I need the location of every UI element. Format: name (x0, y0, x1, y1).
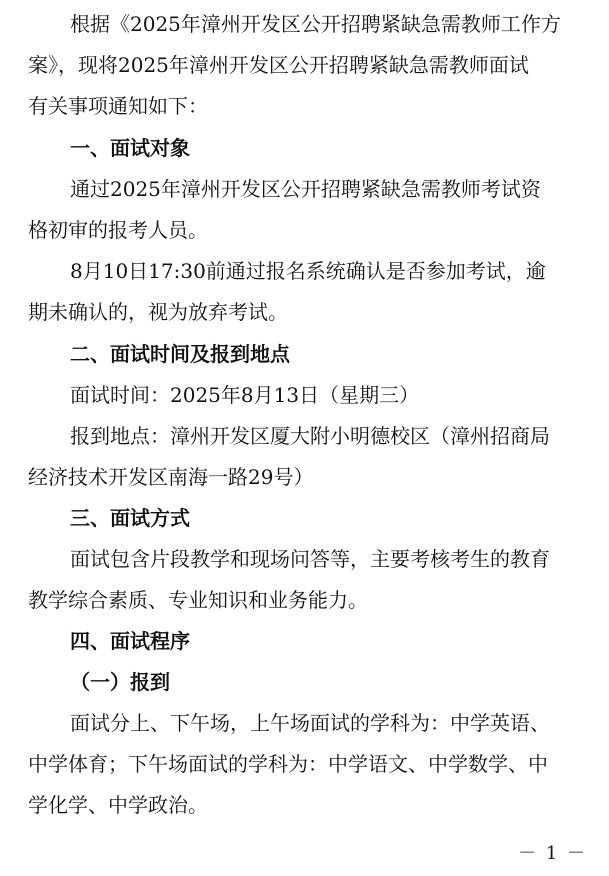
paragraph-line: 格初审的报考人员。 (28, 218, 208, 242)
section-heading-4: 四、面试程序 (70, 629, 190, 653)
paragraph-line: 通过2025年漳州开发区公开招聘紧缺急需教师考试资 (70, 177, 541, 201)
section-heading-1: 一、面试对象 (70, 136, 190, 160)
paragraph-line: 8月10日17:30前通过报名系统确认是否参加考试，逾 (70, 259, 546, 283)
intro-line-3: 有关事项通知如下： (28, 94, 208, 118)
paragraph-line: 经济技术开发区南海一路29号） (28, 465, 314, 489)
paragraph-line: 期未确认的，视为放弃考试。 (28, 300, 288, 324)
paragraph-line: 中学体育；下午场面试的学科为：中学语文、中学数学、中 (28, 752, 548, 776)
paragraph-line: 面试分上、下午场，上午场面试的学科为：中学英语、 (70, 711, 550, 735)
paragraph-line: 面试时间：2025年8月13日（星期三） (70, 383, 420, 407)
paragraph-line: 报到地点：漳州开发区厦大附小明德校区（漳州招商局 (70, 424, 550, 448)
paragraph-line: 学化学、中学政治。 (28, 793, 208, 817)
section-heading-2: 二、面试时间及报到地点 (70, 342, 290, 366)
subsection-heading: （一）报到 (70, 670, 170, 694)
paragraph-line: 面试包含片段教学和现场问答等，主要考核考生的教育 (70, 547, 550, 571)
intro-line-2: 案》，现将2025年漳州开发区公开招聘紧缺急需教师面试 (28, 53, 529, 77)
section-heading-3: 三、面试方式 (70, 506, 190, 530)
intro-line-1: 根据《2025年漳州开发区公开招聘紧缺急需教师工作方 (70, 12, 561, 36)
page-number: － 1 － (518, 843, 587, 864)
paragraph-line: 教学综合素质、专业知识和业务能力。 (28, 588, 368, 612)
